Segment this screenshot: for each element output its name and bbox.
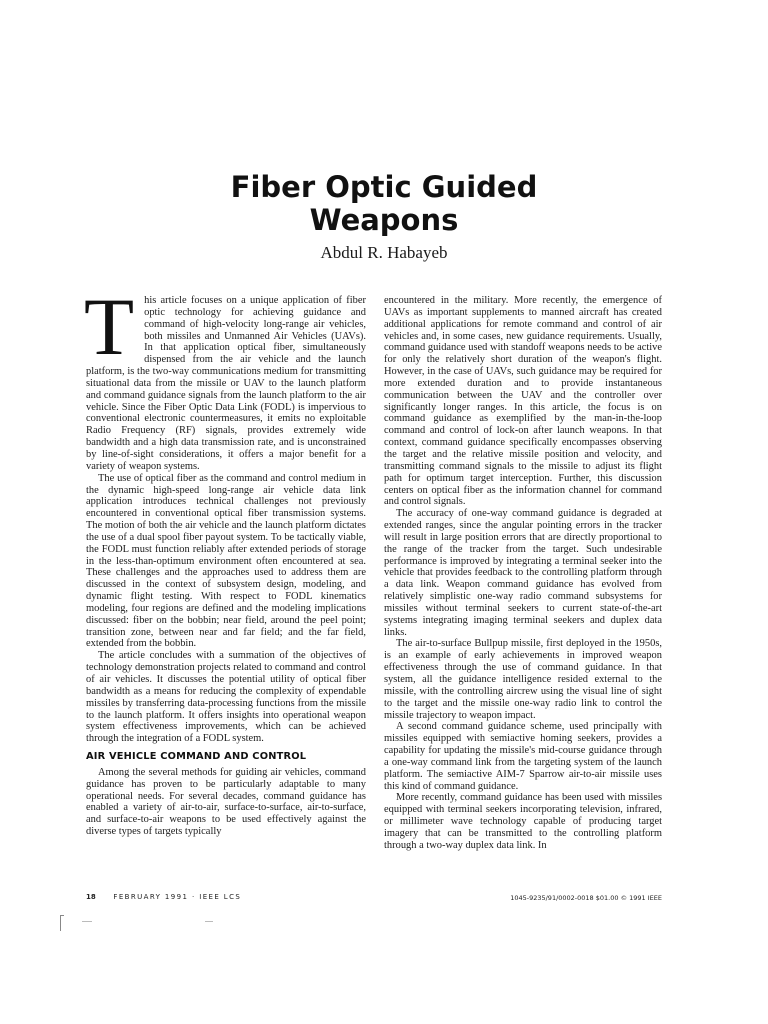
body-paragraph: encountered in the military. More recently, the emergence of UAVs as important supplements to manned aircraft has created additional applications for remote command and control of air vehicles and, in some cases, new guidance requirements. Usually, command guidance used with standoff weapons needs to be active for only the relatively short duration of the weapon's flight. However, in the case of UAVs, such guidance may be required for more extended duration and to provide instantaneous communication between the UAV and the controller over significantly longer ranges. In this article, the focus is on command guidance as exemplified by the man-in-the-loop command and control of lock-on after launch weapons. In that context, command guidance specifically encompasses observing the target and the relative missile position and velocity, and transmitting command signals to the missile to adjust its flight path for optimum target interception. Further, this discussion centers on optical fiber as the information channel for command and control signals. (384, 295, 662, 508)
body-paragraph: his article focuses on a unique application of fiber optic technology for achieving guidance and command of high-velocity long-range air vehicles, both missiles and Unmanned Air Vehicles (UAVs). In that application optical fiber, simultaneously dispensed from the air vehicle and the launch platform, is the two-way communications medium for transmitting situational data from the missile or UAV to the launch platform and command guidance signals from the launch platform to the air vehicle. Since the Fiber Optic Data Link (FODL) is impervious to conventional electronic countermeasures, it emits no exploitable Radio Frequency (RF) signals, provides extremely wide bandwidth and a high data transmission rate, and is unconstrained by line-of-sight considerations, it offers a major benefit for a variety of weapon systems. (86, 295, 366, 472)
scan-artifact-mark (60, 915, 64, 916)
body-paragraph: The air-to-surface Bullpup missile, first deployed in the 1950s, is an example of early achievements in improved weapon effectiveness through the use of command guidance. In that system, all the guidance intelligence resided external to the missile, with the controlling aircrew using the visual line of sight to the target and the missile one-way radio link to control the missile trajectory to weapon impact. (384, 638, 662, 721)
body-paragraph: More recently, command guidance has been used with missiles equipped with terminal seekers incorporating television, infrared, or millimeter wave technology capable of producing target imagery that can be transmitted to the controlling platform through a two-way duplex data link. In (384, 792, 662, 851)
body-paragraph: The use of optical fiber as the command and control medium in the dynamic high-speed long-range air vehicle data link application introduces technical challenges not previously encountered in conventional optical fiber transmission systems. The motion of both the air vehicle and the launch platform dictates the use of a dual spool fiber payout system. To be tactically viable, the FODL must function reliably after extended periods of storage in the less-than-optimum environment often encountered at sea. These challenges and the approaches used to address them are discussed in the context of subsystem design, modeling, and dynamic flight testing. With respect to FODL kinematics modeling, four regions are defined and the modeling implications discussed: fiber on the bobbin; near field, around the peel point; transition zone, between near and far field; and the far field, extended from the bobbin. (86, 472, 366, 650)
journal-issue: FEBRUARY 1991 · IEEE LCS (113, 893, 242, 901)
scan-artifact-mark (60, 915, 61, 931)
scan-artifact-mark (82, 921, 92, 922)
page-number: 18 (86, 893, 96, 901)
body-paragraph: Among the several methods for guiding air vehicles, command guidance has proven to be particularly adaptable to many operational needs. For several decades, command guidance has enabled a variety of air-to-air, surface-to-surface, air-to-surface, and surface-to-air weapons to be used effectively against the diverse types of targets typically (86, 766, 366, 838)
left-text-column (84, 281, 366, 838)
body-paragraph: The accuracy of one-way command guidance is degraded at extended ranges, since the angular pointing errors in the tracker will result in large position errors that are directly proportional to the range of the tracker from the target. Such undesirable performance is improved by integrating a terminal seeker into the vehicle that provides feedback to the controlling platform through a data link. Weapon command guidance has evolved from relatively simplistic one-way radio command subsystems for missiles without terminal seekers to current state-of-the-art systems integrating imaging terminal seekers and duplex data links. (384, 508, 662, 638)
copyright-line: 1045-9235/91/0002-0018 $01.00 © 1991 IEEE (510, 894, 662, 902)
drop-cap-letter: T (84, 281, 135, 372)
scan-artifact-mark (205, 921, 213, 922)
page-footer-left (86, 893, 241, 901)
right-text-column (384, 295, 662, 852)
body-paragraph: A second command guidance scheme, used principally with missiles equipped with semiactive homing seekers, provides a capability for updating the missile's mid-course guidance through a one-way command link from the targeting system of the launch platform. The semiactive AIM-7 Sparrow air-to-air missile uses this kind of command guidance. (384, 721, 662, 792)
body-paragraph: The article concludes with a summation of the objectives of technology demonstration projects related to command and control of air vehicles. It discusses the potential utility of optical fiber bandwidth as a means for reducing the complexity of expendable missiles by transferring data-processing functions from the missile to the launch platform. It offers insights into operational weapon system effectiveness improvements, which can be achieved through the integration of a FODL system. (86, 650, 366, 745)
article-title-line-1: Fiber Optic Guided (230, 170, 538, 204)
article-title-line-2: Weapons (309, 203, 459, 237)
section-heading: AIR VEHICLE COMMAND AND CONTROL (86, 751, 307, 763)
author-name: Abdul R. Habayeb (320, 243, 448, 262)
